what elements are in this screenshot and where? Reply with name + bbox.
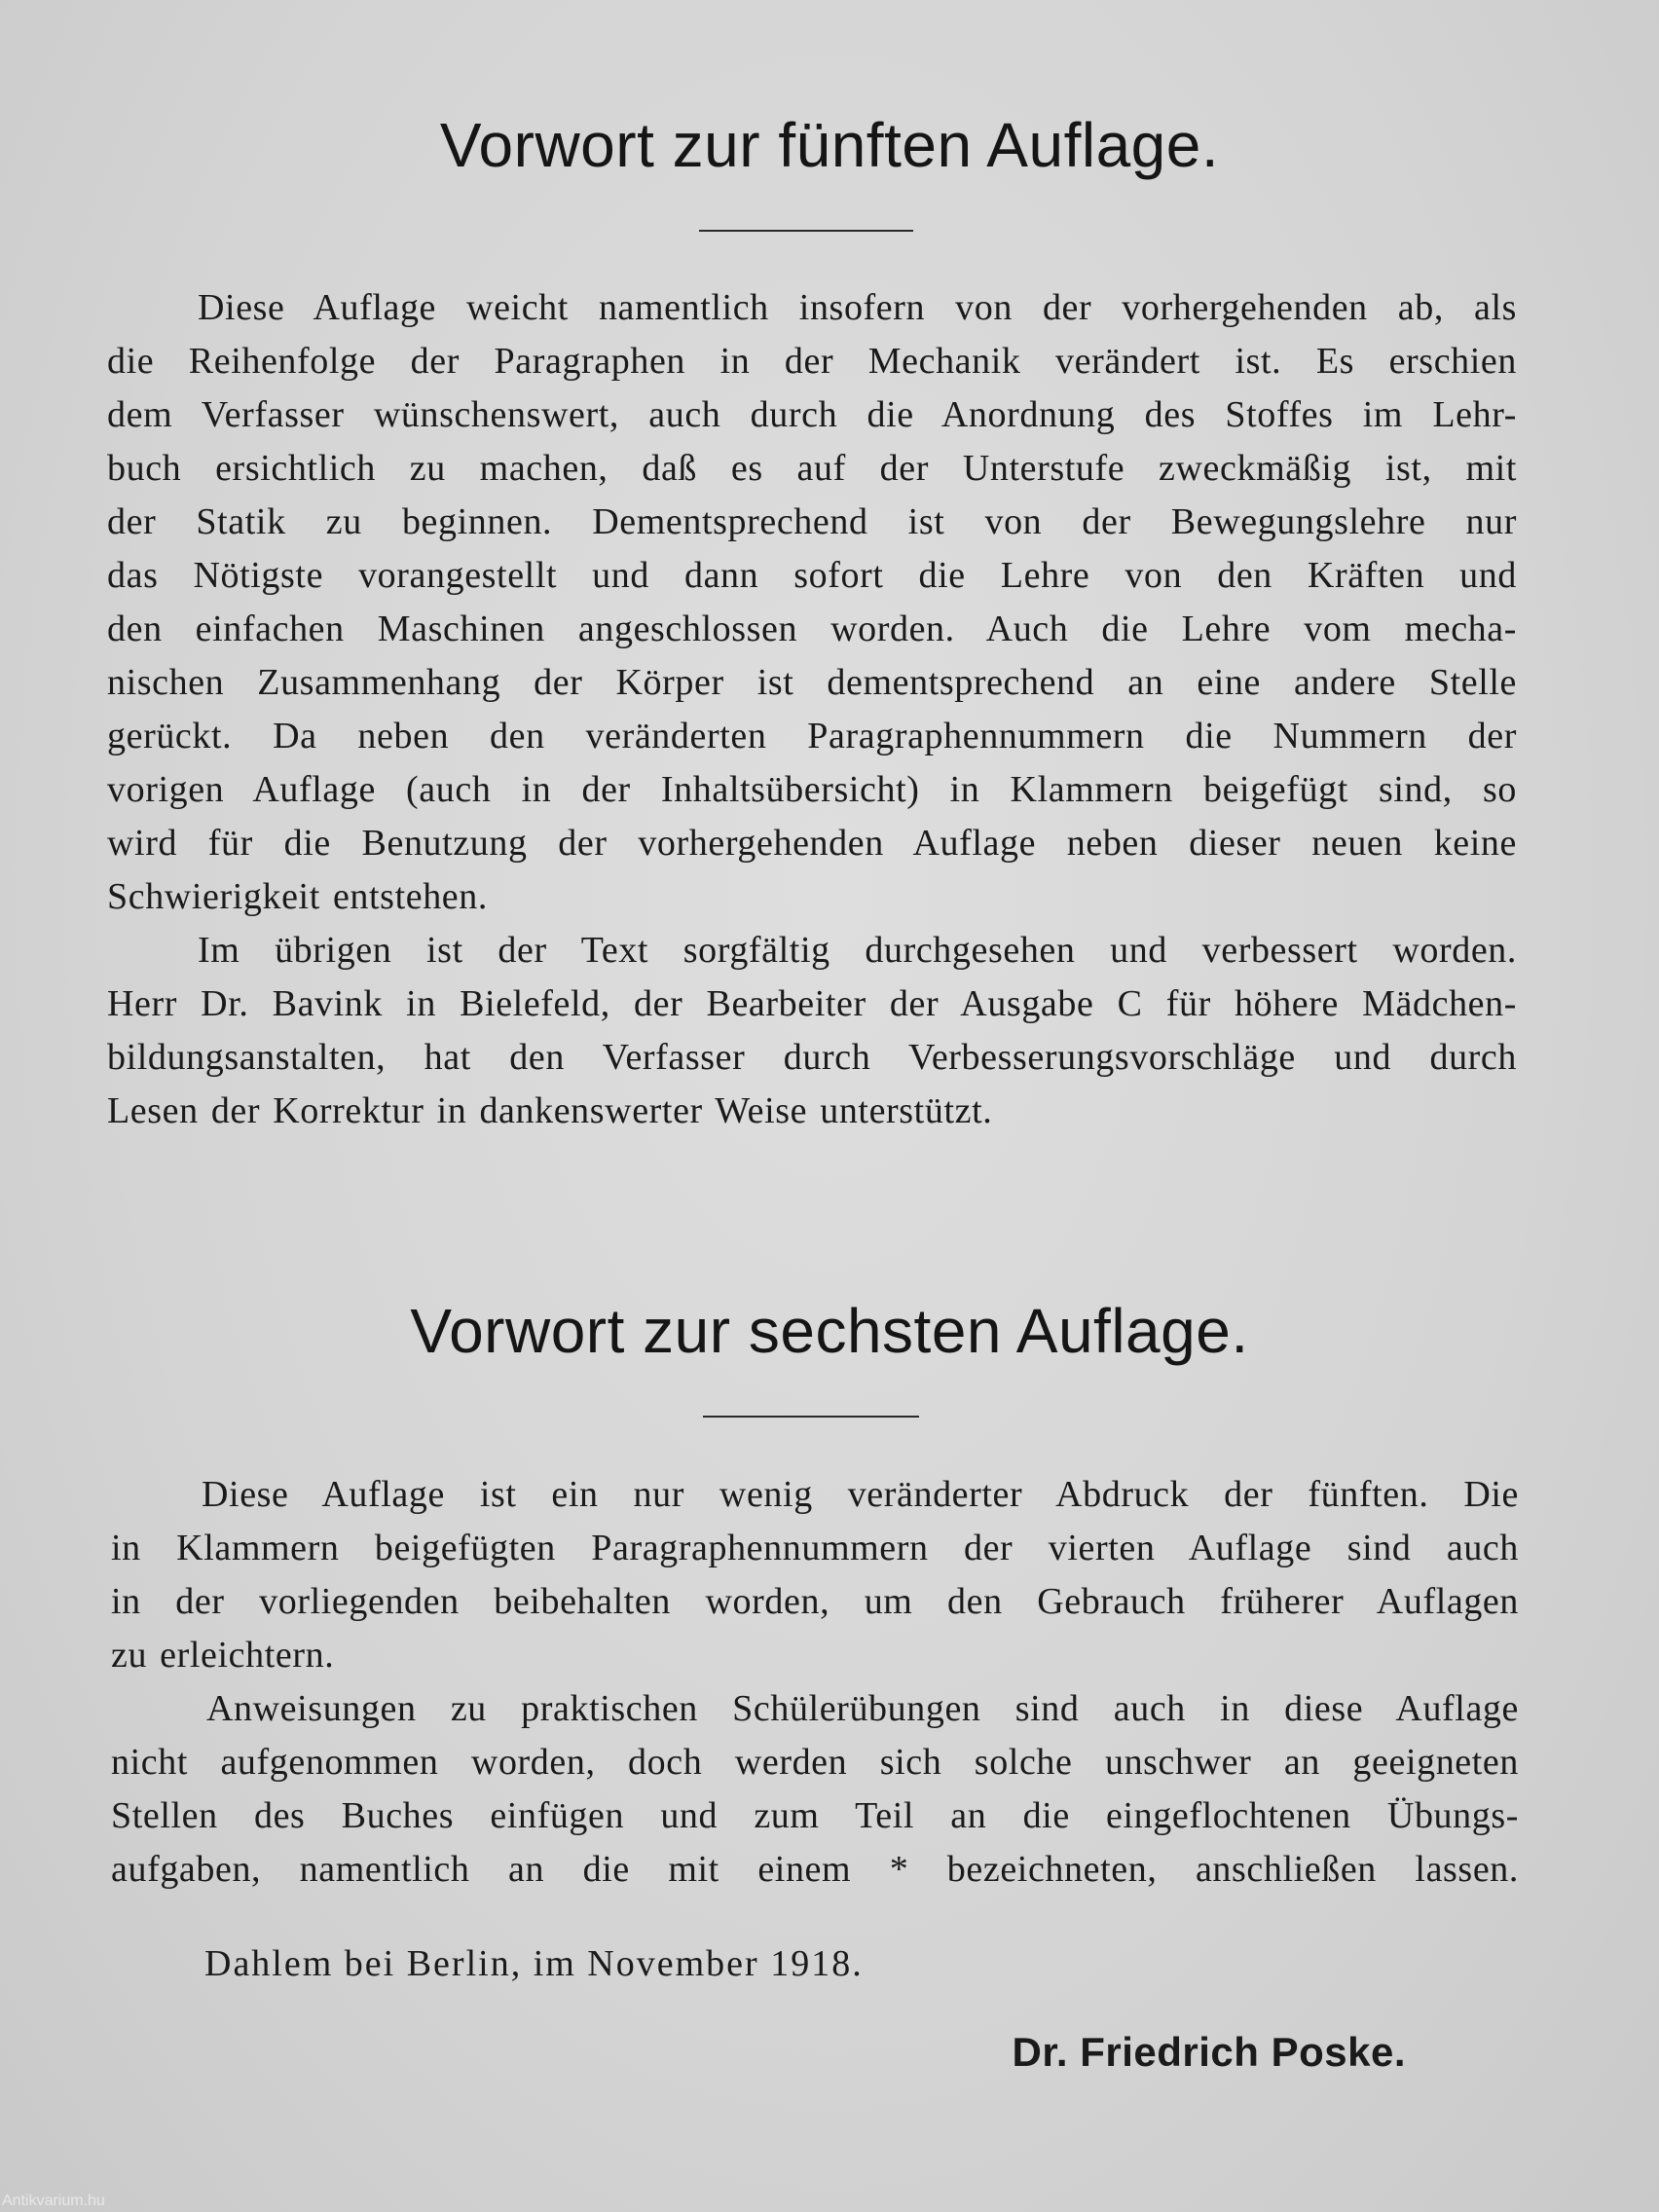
heading-underline-fifth — [699, 230, 913, 232]
text-line: Schwierigkeit entstehen. — [107, 876, 488, 917]
text-line: die Reihenfolge der Paragraphen in der Mechanik verändert ist. Es erschien — [107, 341, 1517, 382]
text-line: bildungsanstalten, hat den Verfasser durch Verbesserungsvorschläge und durch — [107, 1037, 1517, 1078]
preface-fifth-edition-body — [107, 281, 1517, 1138]
text-line: dem Verfasser wünschenswert, auch durch die Anordnung des Stoffes im Lehr- — [107, 394, 1517, 435]
heading-sixth-edition: Vorwort zur sechsten Auflage. — [410, 1296, 1249, 1366]
text-line: wird für die Benutzung der vorhergehenden Auflage neben dieser neuen keine — [107, 823, 1517, 864]
text-line: aufgaben, namentlich an die mit einem * bezeichneten, anschließen lassen. — [111, 1849, 1519, 1890]
text-line: gerückt. Da neben den veränderten Paragraphennummern die Nummern der — [107, 716, 1517, 756]
text-line: das Nötigste vorangestellt und dann sofort die Lehre von den Kräften und — [107, 555, 1517, 596]
text-line: vorigen Auflage (auch in der Inhaltsübersicht) in Klammern beigefügt sind, so — [107, 769, 1517, 810]
text-line: Diese Auflage weicht namentlich insofern von der vorhergehenden ab, als — [198, 287, 1517, 328]
text-line: Im übrigen ist der Text sorgfältig durchgesehen und verbessert worden. — [198, 930, 1517, 971]
watermark: Antikvarium.hu — [2, 2193, 105, 2209]
heading-fifth-edition: Vorwort zur fünften Auflage. — [439, 110, 1220, 180]
text-line: den einfachen Maschinen angeschlossen worden. Auch die Lehre vom mecha- — [107, 608, 1517, 649]
text-line: Diese Auflage ist ein nur wenig veränderter Abdruck der fünften. Die — [202, 1474, 1519, 1515]
text-line: in Klammern beigefügten Paragraphennummern der vierten Auflage sind auch — [111, 1528, 1519, 1568]
text-line: Anweisungen zu praktischen Schülerübungen sind auch in diese Auflage — [206, 1688, 1519, 1729]
dateline: Dahlem bei Berlin, im November 1918. — [204, 1943, 864, 1984]
text-line: buch ersichtlich zu machen, daß es auf der Unterstufe zweckmäßig ist, mit — [107, 448, 1517, 489]
text-line: Lesen der Korrektur in dankenswerter Weise unterstützt. — [107, 1090, 993, 1131]
text-line: nischen Zusammenhang der Körper ist dementsprechend an eine andere Stelle — [107, 662, 1517, 703]
text-line: der Statik zu beginnen. Dementsprechend ist von der Bewegungslehre nur — [107, 501, 1517, 542]
text-line: Stellen des Buches einfügen und zum Teil an die eingeflochtenen Übungs- — [111, 1795, 1519, 1836]
text-line: zu erleichtern. — [111, 1635, 335, 1676]
text-line: Herr Dr. Bavink in Bielefeld, der Bearbeiter der Ausgabe C für höhere Mädchen- — [107, 983, 1517, 1024]
text-line: nicht aufgenommen worden, doch werden sich solche unschwer an geeigneten — [111, 1742, 1519, 1783]
preface-sixth-edition-body — [111, 1468, 1519, 1897]
text-line: in der vorliegenden beibehalten worden, um den Gebrauch früherer Auflagen — [111, 1581, 1519, 1622]
heading-underline-sixth — [703, 1416, 919, 1418]
author-signature: Dr. Friedrich Poske. — [1012, 2029, 1406, 2075]
